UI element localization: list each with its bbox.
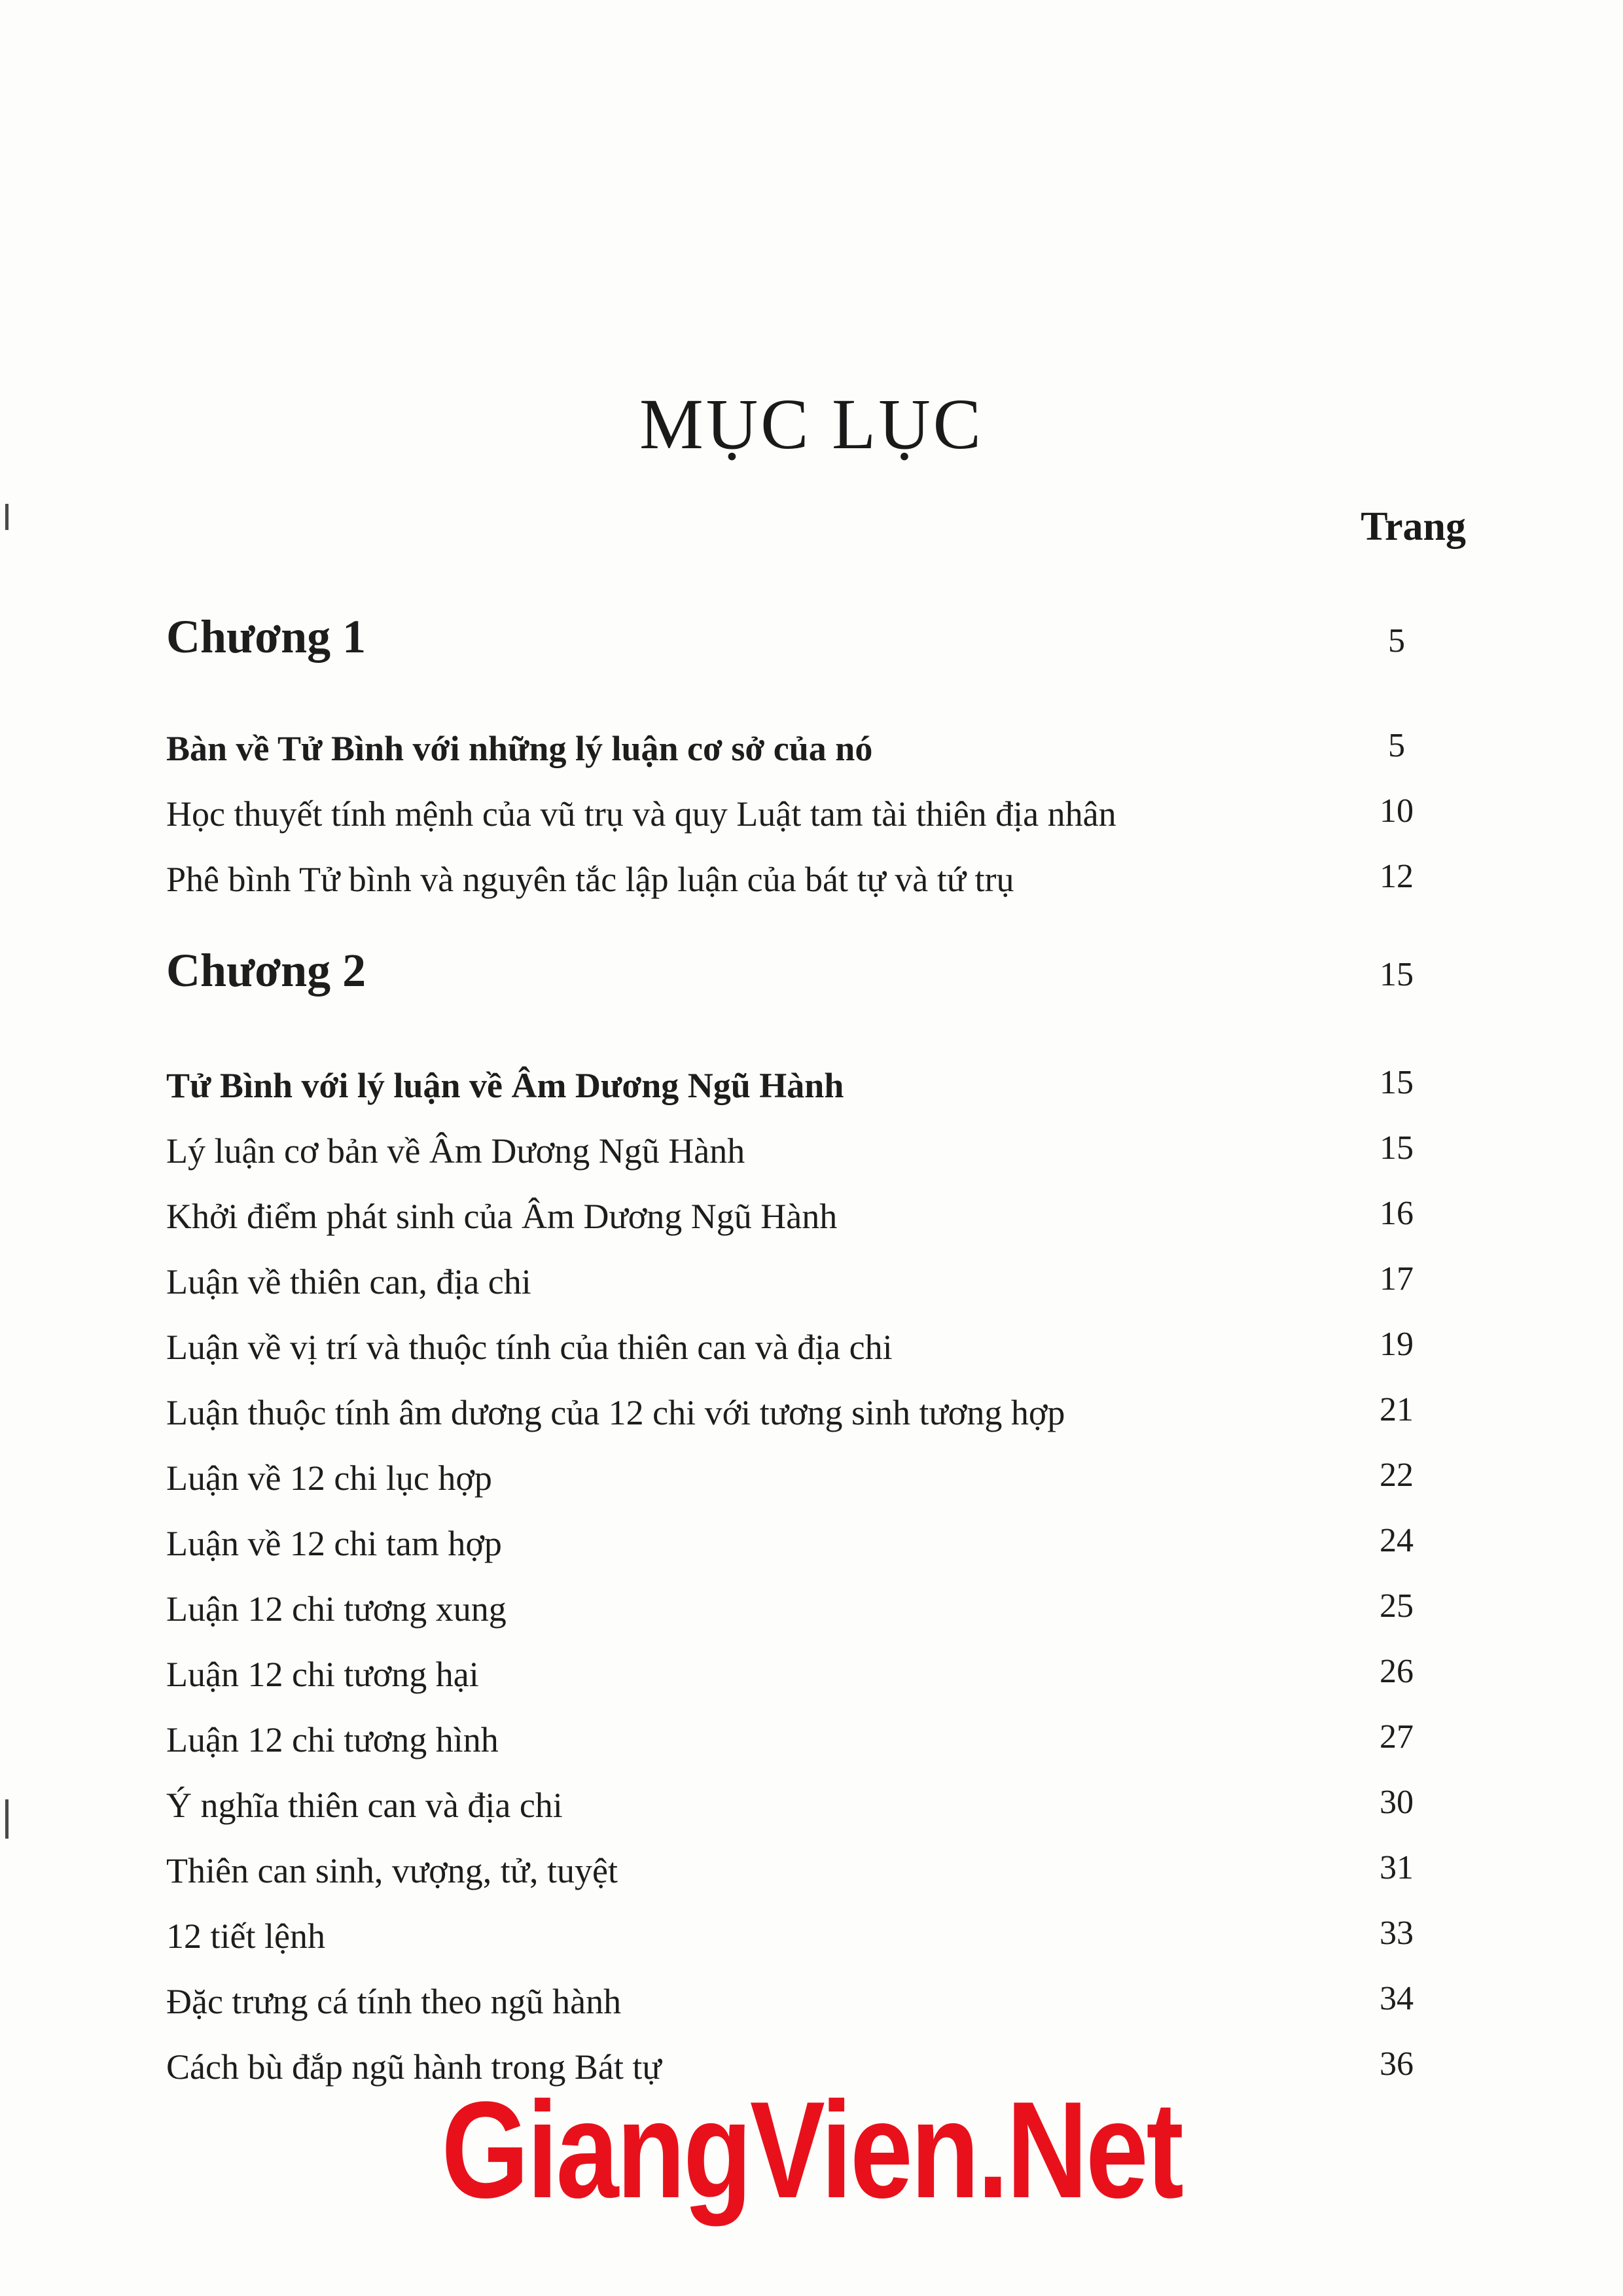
toc-page-number: 24: [1380, 1522, 1414, 1559]
toc-section: [166, 716, 1436, 769]
toc-entry-text: Bàn về Tử Bình với những lý luận cơ sở của nó: [166, 729, 873, 768]
toc-entry-text: Đặc trưng cá tính theo ngũ hành: [166, 1982, 622, 2021]
toc-entry-text: 12 tiết lệnh: [166, 1916, 325, 1956]
toc-entry-text: Luận 12 chi tương xung: [166, 1589, 507, 1629]
toc-page-number: 15: [1380, 1064, 1414, 1101]
toc-item: [166, 1708, 1436, 1760]
page-column-label: Trang: [1361, 504, 1466, 549]
toc-page-number: 27: [1380, 1718, 1414, 1756]
toc-item: [166, 1969, 1436, 2022]
toc-entry-text: Cách bù đắp ngũ hành trong Bát tự: [166, 2047, 662, 2087]
toc-page-number: 5: [1388, 622, 1405, 660]
toc-item: [166, 1446, 1436, 1498]
toc-page-number: 22: [1380, 1457, 1414, 1494]
toc-chapter: [166, 612, 1436, 664]
toc-entry-text: Phê bình Tử bình và nguyên tắc lập luận của bát tự và tứ trụ: [166, 860, 1014, 899]
toc-page-number: 15: [1380, 1129, 1414, 1167]
toc-item: [166, 1315, 1436, 1368]
toc-item: [166, 1642, 1436, 1695]
toc-entry-text: Chương 2: [166, 944, 366, 997]
toc-page-number: 26: [1380, 1653, 1414, 1690]
toc-entry-text: Luận về 12 chi tam hợp: [166, 1524, 502, 1563]
toc-entry-text: Tử Bình với lý luận về Âm Dương Ngũ Hành: [166, 1066, 844, 1105]
toc-entry-text: Ý nghĩa thiên can và địa chi: [166, 1786, 563, 1825]
toc-item: [166, 847, 1436, 900]
toc-entry-text: Khởi điểm phát sinh của Âm Dương Ngũ Hành: [166, 1197, 838, 1236]
toc-page-number: 5: [1388, 727, 1405, 764]
toc-entry-text: Luận về vị trí và thuộc tính của thiên can và địa chi: [166, 1328, 893, 1367]
toc-page-number: 19: [1380, 1326, 1414, 1363]
toc-entry-text: Luận về thiên can, địa chi: [166, 1262, 531, 1301]
toc-item: [166, 1381, 1436, 1433]
watermark: GiangVien.Net: [441, 2073, 1182, 2227]
toc-item: [166, 782, 1436, 834]
toc-page-number: 15: [1380, 956, 1414, 993]
scan-edge-mark: [5, 1799, 9, 1839]
toc-section: [166, 1053, 1436, 1106]
toc-chapter: [166, 945, 1436, 998]
toc-page-number: 12: [1380, 858, 1414, 895]
toc-page-number: 10: [1380, 792, 1414, 830]
toc-item: [166, 1577, 1436, 1629]
toc-entry-text: Luận thuộc tính âm dương của 12 chi với tương sinh tương hợp: [166, 1393, 1065, 1432]
toc-entry-text: Luận về 12 chi lục hợp: [166, 1458, 492, 1498]
scan-edge-mark: [5, 504, 9, 530]
toc-page-number: 21: [1380, 1391, 1414, 1428]
toc-entry-text: Luận 12 chi tương hình: [166, 1720, 499, 1759]
toc-entry-text: Chương 1: [166, 610, 366, 663]
toc-page-number: 25: [1380, 1587, 1414, 1625]
toc-item: [166, 1250, 1436, 1302]
toc-item: [166, 1904, 1436, 1956]
toc-page-number: 30: [1380, 1784, 1414, 1821]
toc-item: [166, 1773, 1436, 1826]
toc-page-number: 36: [1380, 2045, 1414, 2083]
toc-entry-text: Luận 12 chi tương hại: [166, 1655, 479, 1694]
toc-page-number: 34: [1380, 1980, 1414, 2017]
page-title: MỤC LỤC: [639, 384, 984, 464]
toc-item: [166, 1839, 1436, 1891]
toc-page-number: 33: [1380, 1915, 1414, 1952]
toc-page-number: 16: [1380, 1195, 1414, 1232]
toc-entry-text: Học thuyết tính mệnh của vũ trụ và quy Luật tam tài thiên địa nhân: [166, 794, 1116, 834]
toc-page-number: 31: [1380, 1849, 1414, 1886]
toc-item: [166, 1184, 1436, 1237]
toc-page-number: 17: [1380, 1260, 1414, 1298]
toc-item: [166, 1511, 1436, 1564]
toc-entry-text: Lý luận cơ bản về Âm Dương Ngũ Hành: [166, 1131, 745, 1171]
toc-entry-text: Thiên can sinh, vượng, tử, tuyệt: [166, 1851, 618, 1890]
toc-item: [166, 1119, 1436, 1171]
